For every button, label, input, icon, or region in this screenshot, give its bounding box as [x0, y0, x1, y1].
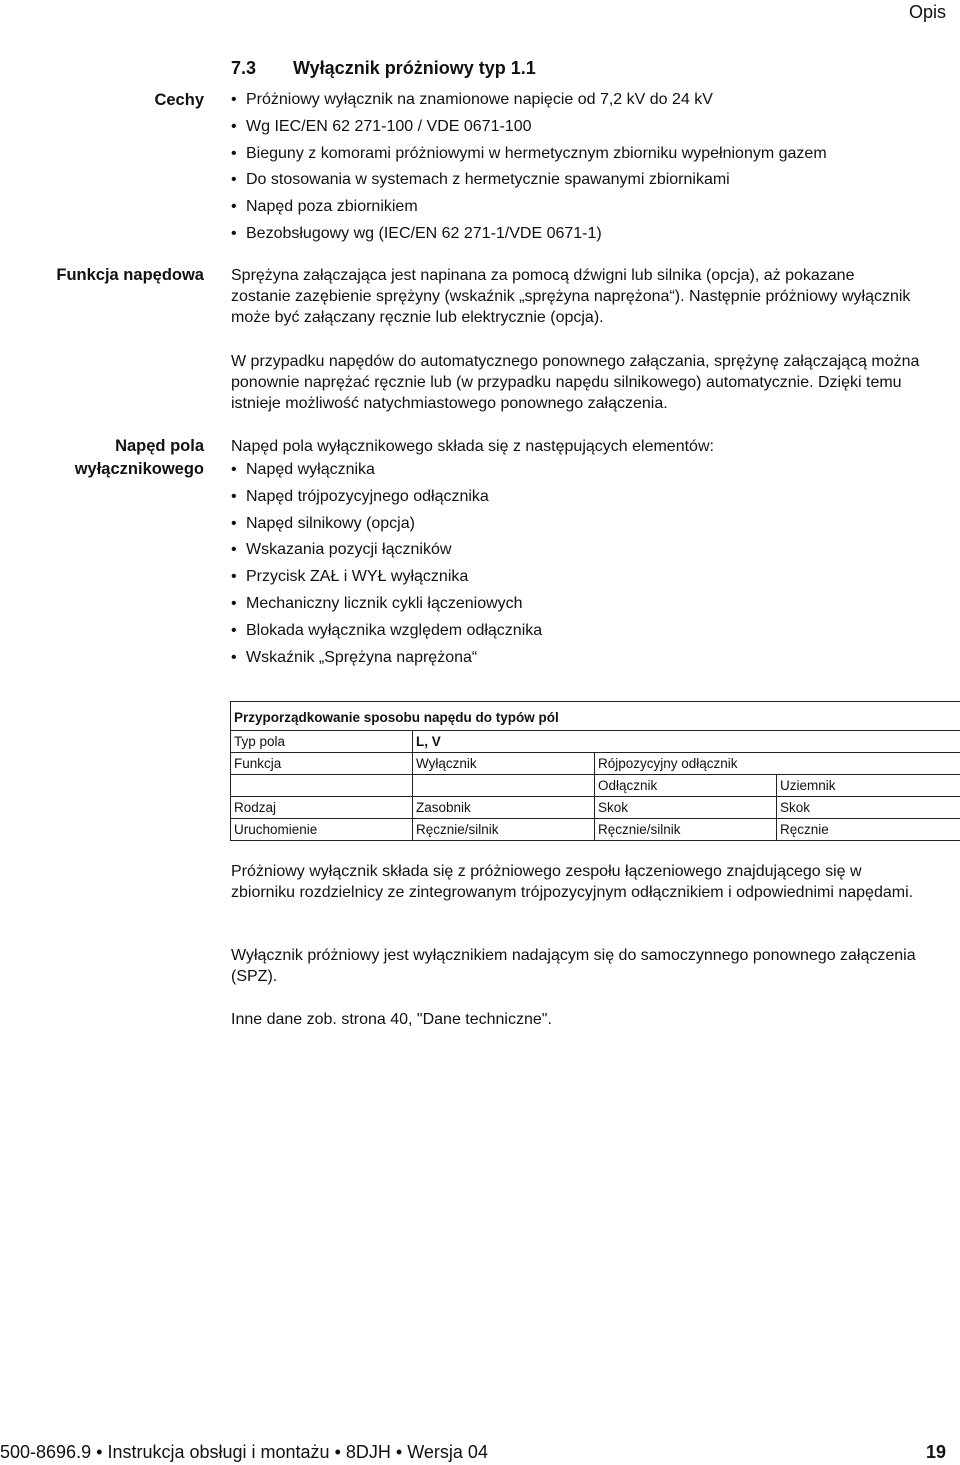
list-item: • Napęd poza zbiornikiem: [231, 196, 931, 223]
table-row: [231, 775, 960, 797]
table-cell: Wyłącznik: [413, 753, 595, 775]
drive-mapping-table-wrap: [230, 701, 960, 841]
list-item: • Wskazania pozycji łączników: [231, 539, 931, 566]
closing-paragraph-1-block: [231, 861, 921, 903]
list-item: • Mechaniczny licznik cykli łączeniowych: [231, 593, 931, 620]
list-item: • Przycisk ZAŁ i WYŁ wyłącznika: [231, 566, 931, 593]
features-label: Cechy: [154, 91, 204, 109]
table-cell: Zasobnik: [413, 797, 595, 819]
table-cell: Ręcznie/silnik: [595, 819, 777, 841]
table-cell: Ręcznie/silnik: [413, 819, 595, 841]
closing-paragraph-2: Wyłącznik próżniowy jest wyłącznikiem nadającym się do samoczynnego ponownego załączenia (SPZ).: [231, 947, 916, 985]
footer-product: 8DJH: [345, 1442, 391, 1462]
table-row: [231, 753, 960, 775]
drive-function-paragraph-2: W przypadku napędów do automatycznego ponownego załączania, sprężynę załączającą można ponownie naprężać ręcznie lub (w przypadku napędu silnikowego) automatycznie. Dzięki temu istnieje możliwość natychmiastowego ponownego załączenia.: [231, 353, 920, 412]
breaker-drive-list: [231, 459, 931, 673]
table-title: Przyporządkowanie sposobu napędu do typów pól: [231, 702, 960, 731]
list-item: • Napęd trójpozycyjnego odłącznika: [231, 486, 931, 513]
table-row: [231, 731, 960, 753]
breaker-drive-intro: Napęd pola wyłącznikowego składa się z następujących elementów:: [231, 438, 714, 455]
table-cell: Skok: [777, 797, 960, 819]
list-item: • Wg IEC/EN 62 271-100 / VDE 0671-100: [231, 116, 931, 143]
list-item: • Napęd silnikowy (opcja): [231, 513, 931, 540]
table-cell: Ręcznie: [777, 819, 960, 841]
section-title: [231, 57, 536, 79]
footer-doc-number: 500-8696.9: [0, 1442, 92, 1462]
table-cell: L, V: [413, 731, 960, 753]
table-cell: Typ pola: [231, 731, 413, 753]
page-number: 19: [925, 1442, 946, 1462]
section-title-text: Wyłącznik próżniowy typ 1.1: [293, 58, 536, 78]
table-cell-empty: [413, 775, 595, 797]
drive-function-label: Funkcja napędowa: [56, 266, 204, 284]
footer-separator: •: [96, 1442, 103, 1462]
list-item: • Bezobsługowy wg (IEC/EN 62 271-1/VDE 0671-1): [231, 223, 931, 250]
footer-manual-title: Instrukcja obsługi i montażu: [107, 1442, 330, 1462]
table-cell: Rójpozycyjny odłącznik: [595, 753, 960, 775]
list-item: • Próżniowy wyłącznik na znamionowe napięcie od 7,2 kV do 24 kV: [231, 89, 931, 116]
table-row: [231, 819, 960, 841]
table-cell: Funkcja: [231, 753, 413, 775]
drive-function-paragraph-1: Sprężyna załączająca jest napinana za pomocą dźwigni lub silnika (opcja), aż pokazane zostanie zazębienie sprężyny (wskaźnik „sprężyna naprężona“). Następnie próżniowy wyłącznik może być załączany ręcznie lub elektrycznie (opcja).: [231, 267, 911, 326]
drive-function-block: [231, 265, 911, 328]
table-row: [231, 702, 960, 731]
drive-function-block-2: [231, 351, 931, 414]
table-cell: Odłącznik: [595, 775, 777, 797]
table-row: [231, 797, 960, 819]
list-item: • Blokada wyłącznika względem odłącznika: [231, 620, 931, 647]
table-cell-empty: [231, 775, 413, 797]
list-item: • Wskaźnik „Sprężyna naprężona“: [231, 647, 931, 674]
breaker-drive-block: [231, 436, 931, 673]
table-cell: Rodzaj: [231, 797, 413, 819]
closing-paragraph-2-block: [231, 945, 921, 987]
footer-doc-info: [0, 1440, 488, 1464]
breaker-drive-label-line-1: Napęd pola: [115, 437, 204, 455]
table-cell: Uruchomienie: [231, 819, 413, 841]
breaker-drive-label-line-2: wyłącznikowego: [74, 460, 204, 478]
footer-separator: •: [395, 1442, 403, 1462]
table-cell: Skok: [595, 797, 777, 819]
footer-version: Wersja 04: [407, 1442, 488, 1462]
closing-paragraph-3-block: [231, 1009, 921, 1030]
closing-paragraph-1: Próżniowy wyłącznik składa się z próżniowego zespołu łączeniowego znajdującego się w zbiorniku rozdzielnicy ze zintegrowanym trójpozycyjnym odłącznikiem i odpowiednimi napędami.: [231, 863, 914, 901]
page-footer: [0, 1439, 960, 1465]
section-number: 7.3: [231, 58, 257, 78]
table-cell: Uziemnik: [777, 775, 960, 797]
breaker-drive-label: [75, 435, 204, 481]
footer-separator: •: [334, 1442, 341, 1462]
list-item: • Bieguny z komorami próżniowymi w hermetycznym zbiorniku wypełnionym gazem: [231, 143, 931, 170]
list-item: • Do stosowania w systemach z hermetycznie spawanymi zbiornikami: [231, 169, 931, 196]
running-header: Opis: [908, 2, 946, 22]
drive-mapping-table: [230, 701, 960, 841]
list-item: • Napęd wyłącznika: [231, 459, 931, 486]
features-block: [231, 89, 931, 250]
features-list: [231, 89, 931, 250]
closing-paragraph-3: Inne dane zob. strona 40, "Dane techniczne".: [231, 1011, 552, 1028]
